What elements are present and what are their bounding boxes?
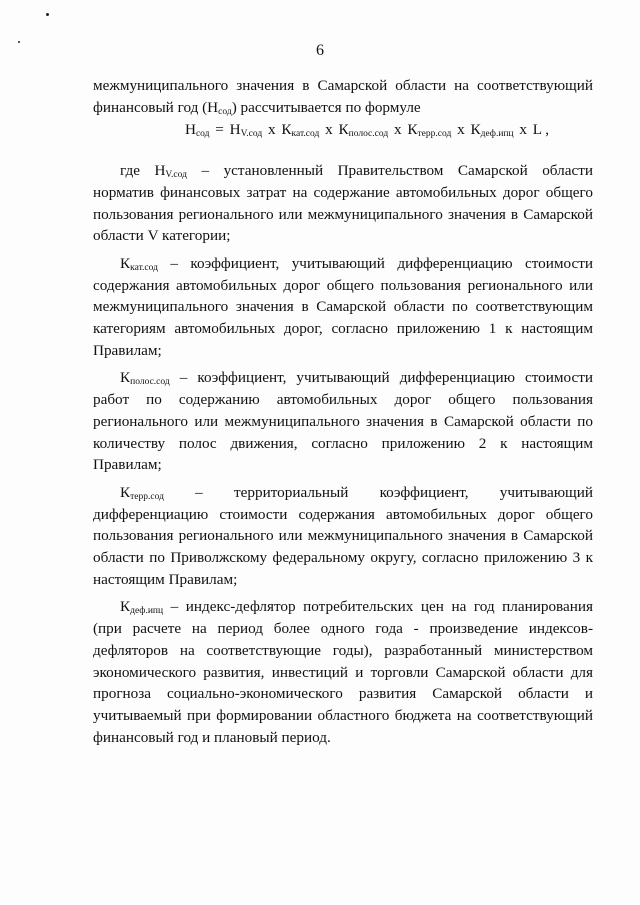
intro-subscript: сод <box>218 106 232 117</box>
definition-text: – индекс-дефлятор потребительских цен на год планирования (при расчете на период более одного года - произведение индексов-дефляторов на соответствующие годы), разработанный министерством экономического развития, инвестиций и торговли Самарской области для прогноза социально-экономического развития Самарской области и учитываемый при формировании областного бюджета на соответствующий финансовый год и плановый период. <box>93 598 593 746</box>
formula-end: , <box>545 121 550 139</box>
definition-text: – установленный Правительством Самарской области норматив финансовых затрат на содержание автомобильных дорог общего пользования регионального или межмуниципального значения в Самарской области V категории; <box>93 162 593 245</box>
definition-k-terr <box>93 482 593 591</box>
formula-lhs-sub: сод <box>195 129 210 140</box>
formula <box>93 119 593 141</box>
intro-text-b: ) рассчитывается по формуле <box>231 98 421 116</box>
formula-times: х <box>457 121 465 139</box>
definition-subscript: деф.ипц <box>130 606 164 617</box>
definition-subscript: кат.сод <box>130 262 158 273</box>
scan-speck <box>46 13 49 16</box>
definition-text: – территориальный коэффициент, учитывающий дифференциацию стоимости содержания автомобильных дорог общего пользования регионального или межмуниципального значения в Самарской области по Приволжскому федеральному округу, согласно приложению 3 к настоящим Правилам; <box>93 483 593 588</box>
definition-text: – коэффициент, учитывающий дифференциацию стоимости содержания автомобильных дорог общего пользования регионального или межмуниципального значения в Самарской области по соответствующим категориям автомобильных дорог, согласно приложению 1 к настоящим Правилам; <box>93 254 593 359</box>
definition-subscript: терр.сод <box>130 491 164 502</box>
formula-lhs: Н <box>185 121 196 139</box>
formula-times: х <box>393 121 402 139</box>
definition-lead: К <box>120 254 131 272</box>
page-number: 6 <box>316 42 324 59</box>
formula-equals: = <box>215 121 224 139</box>
intro-paragraph <box>93 75 593 118</box>
definition-lead: где Н <box>120 162 166 180</box>
definition-lead: К <box>120 369 131 387</box>
definition-k-polos <box>93 367 593 476</box>
definition-subscript: V.сод <box>165 170 187 181</box>
definition-subscript: полос.сод <box>130 377 170 388</box>
formula-term-5-sub: деф.ипц <box>480 129 514 140</box>
definition-text: – коэффициент, учитывающий дифференциацию стоимости работ по содержанию автомобильных дорог общего пользования регионального или межмуниципального значения в Самарской области по количеству полос движения, согласно приложению 2 к настоящим Правилам; <box>93 369 593 474</box>
definition-lead: К <box>120 483 131 501</box>
formula-term-4: К <box>407 121 418 139</box>
formula-times: х <box>325 121 333 139</box>
formula-term-3: К <box>338 121 349 139</box>
formula-term-4-sub: терр.сод <box>417 129 452 140</box>
formula-term-5: К <box>470 121 481 139</box>
formula-term-6: L <box>532 121 542 139</box>
formula-times: х <box>519 121 527 139</box>
formula-term-3-sub: полос.сод <box>348 129 389 140</box>
formula-term-2-sub: кат.сод <box>291 129 320 140</box>
formula-term-1-sub: V.сод <box>240 129 263 140</box>
document-body <box>93 75 593 748</box>
formula-term-2: К <box>281 121 292 139</box>
definition-h-v <box>93 160 593 247</box>
definition-k-kat <box>93 253 593 362</box>
formula-times: х <box>267 121 276 139</box>
formula-term-1: Н <box>229 121 241 139</box>
definition-lead: К <box>120 598 131 616</box>
definition-k-def <box>93 596 593 748</box>
intro-text-a: межмуниципального значения в Самарской области на соответствующий финансовый год (Н <box>93 77 593 116</box>
